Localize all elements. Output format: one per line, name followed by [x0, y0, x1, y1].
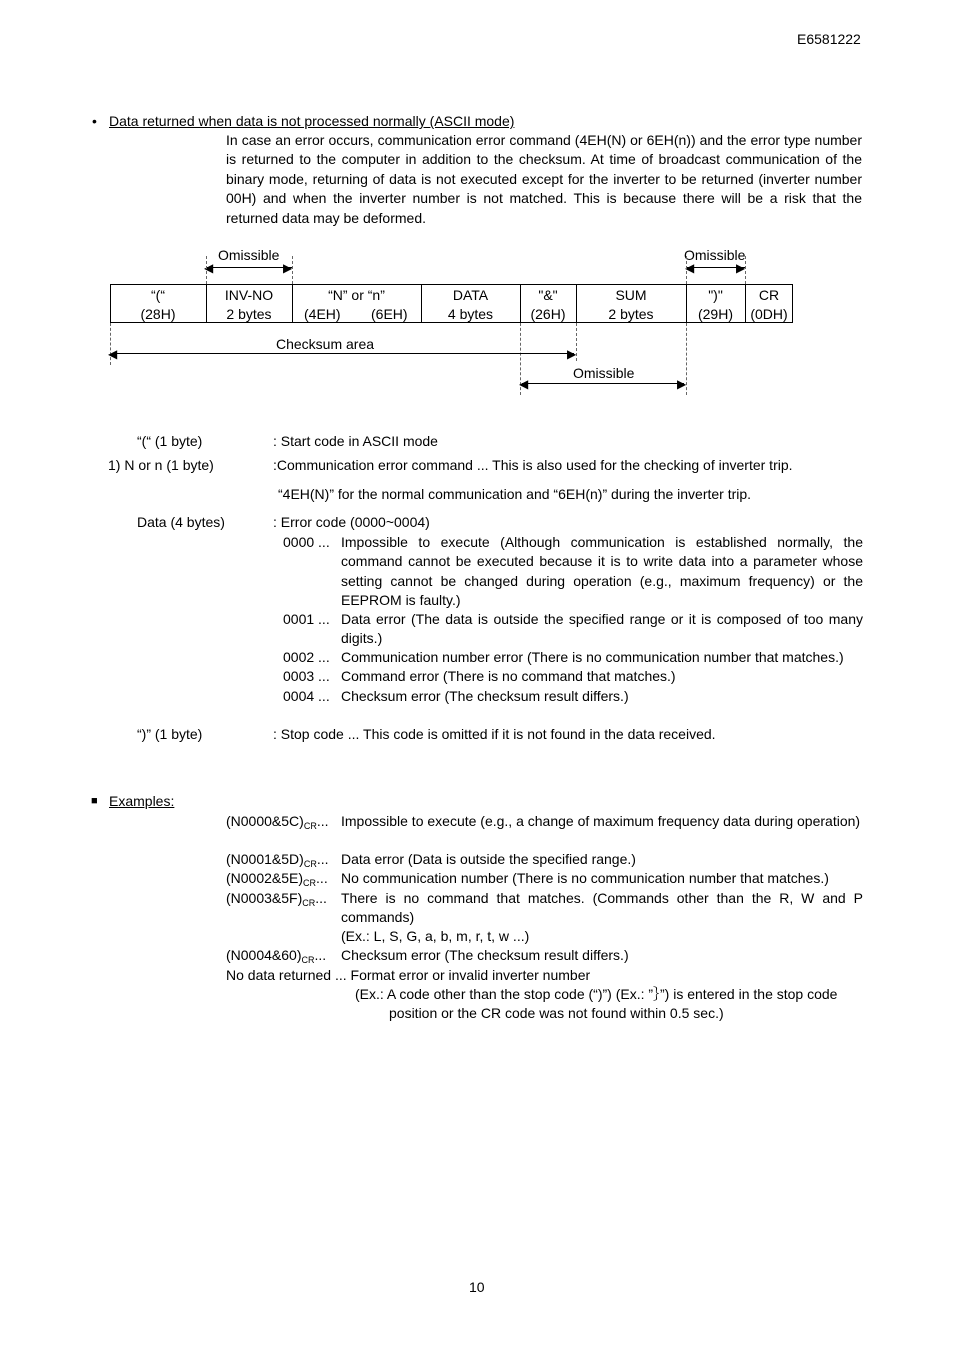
example-no-data-ex1: (Ex.: A code other than the stop code (“)”) (Ex.: ”｝”) is entered in the stop code	[355, 986, 838, 1002]
omissible-arrow-sum	[522, 383, 684, 384]
example-text-0004: Checksum error (The checksum result differs.)	[341, 947, 629, 963]
def-data-desc: : Error code (0000~0004)	[273, 514, 430, 530]
arrow-left-icon: ◀	[519, 377, 529, 391]
arrow-left-icon: ◀	[685, 261, 695, 275]
field-inv-no-name: INV-NO	[224, 287, 274, 303]
arrow-right-icon: ▶	[567, 347, 577, 361]
field-stop-hex: (29H)	[697, 306, 733, 322]
guide-line	[745, 256, 746, 284]
field-ampersand-name: "&"	[538, 287, 558, 303]
arrow-right-icon: ▶	[736, 261, 746, 275]
def-stop-term: “)” (1 byte)	[137, 726, 203, 742]
example-code-0002: $(N0002\&5E)_{CR}$...	[226, 870, 328, 888]
field-command-hex-lower-n: (6EH)	[371, 306, 408, 322]
field-command	[292, 286, 421, 324]
arrow-right-icon: ▶	[283, 261, 293, 275]
field-ampersand-hex: (26H)	[530, 306, 566, 322]
checksum-area-arrow	[112, 353, 574, 354]
guide-line	[686, 256, 687, 284]
page-number: 10	[469, 1279, 485, 1295]
field-stop-code	[686, 286, 745, 324]
example-code-0000: $(N0000\&5C)_{CR}$...	[226, 813, 329, 831]
error-code-0003: 0003 ...	[283, 668, 330, 684]
def-command-term: 1) N or n (1 byte)	[108, 457, 214, 473]
field-sum	[576, 286, 686, 324]
example-no-data: No data returned ... Format error or invalid inverter number	[226, 967, 591, 983]
document-number: E6581222	[797, 31, 861, 47]
omissible-label-sum: Omissible	[573, 365, 635, 381]
example-extra-0003: (Ex.: L, S, G, a, b, m, r, t, w ...)	[341, 928, 530, 944]
arrow-right-icon: ▶	[677, 377, 687, 391]
field-inv-no	[206, 286, 292, 324]
error-text-0002: Communication number error (There is no communication number that matches.)	[341, 649, 844, 665]
field-sum-name: SUM	[615, 287, 647, 303]
section-title: Data returned when data is not processed normally (ASCII mode)	[109, 113, 515, 129]
field-cr-hex: (0DH)	[750, 306, 788, 322]
field-data-size: 4 bytes	[447, 306, 494, 322]
example-text-0002: No communication number (There is no communication number that matches.)	[341, 870, 829, 886]
field-start-hex: (28H)	[140, 306, 176, 322]
omissible-label-stop: Omissible	[684, 247, 746, 263]
arrow-left-icon: ◀	[204, 261, 214, 275]
square-bullet-icon: ■	[91, 795, 98, 807]
def-start-term: “(“ (1 byte)	[137, 433, 203, 449]
def-data-term: Data (4 bytes)	[137, 514, 225, 530]
intro-paragraph: In case an error occurs, communication error command (4EH(N) or 6EH(n)) and the error type number is returned to the computer in addition to the checksum. At time of broadcast communication of the binary mode, returning of data is not executed except for the inverter to be returned (inverter number 00H) and when the inverter number is not matched. This is because there will be a risk that the returned data may be deformed.	[226, 132, 862, 226]
def-stop-desc: : Stop code ... This code is omitted if it is not found in the data received.	[273, 726, 716, 742]
example-text-0000: Impossible to execute (e.g., a change of maximum frequency data during operation)	[341, 813, 861, 829]
field-data-name: DATA	[452, 287, 489, 303]
error-text-0004: Checksum error (The checksum result differs.)	[341, 688, 629, 704]
error-code-0002: 0002 ...	[283, 649, 330, 665]
field-sum-size: 2 bytes	[608, 306, 654, 322]
error-code-0000: 0000 ...	[283, 534, 330, 550]
field-command-name: “N” or “n”	[328, 287, 385, 303]
field-stop-name: ")"	[708, 287, 723, 303]
checksum-area-label: Checksum area	[276, 336, 375, 352]
example-text-0001: Data error (Data is outside the specified range.)	[341, 851, 636, 867]
def-command-desc2: “4EH(N)” for the normal communication and “6EH(n)” during the inverter trip.	[278, 486, 752, 502]
field-inv-no-size: 2 bytes	[226, 306, 272, 322]
field-data	[421, 286, 520, 324]
def-command-desc: :Communication error command ... This is also used for the checking of inverter trip.	[273, 457, 793, 473]
error-text-0001: Data error (The data is outside the specified range or it is composed of too many digits.)	[341, 611, 863, 647]
error-code-0004: 0004 ...	[283, 688, 330, 704]
field-command-hex-n: (4EH)	[304, 306, 341, 322]
omissible-label-inv-no: Omissible	[218, 247, 280, 263]
examples-title: Examples:	[109, 793, 175, 809]
def-start-desc: : Start code in ASCII mode	[273, 433, 438, 449]
guide-line	[292, 256, 293, 284]
example-code-0004: $(N0004\&60)_{CR}$...	[226, 947, 327, 965]
field-start-name: “(“	[151, 287, 165, 303]
example-code-0003: $(N0003\&5F)_{CR}$...	[226, 890, 327, 908]
error-text-0000: Impossible to execute (Although communication is established normally, the command cannot be executed because it is to write data into a parameter whose setting cannot be changed during operation (e.g., maximum frequency) or the EEPROM is faulty.)	[341, 534, 863, 609]
error-text-0003: Command error (There is no command that matches.)	[341, 668, 676, 684]
field-ampersand	[520, 286, 576, 324]
arrow-left-icon: ◀	[108, 347, 118, 361]
field-cr-name: CR	[758, 287, 780, 303]
guide-line	[206, 256, 207, 284]
error-code-0001: 0001 ...	[283, 611, 330, 627]
bullet-icon: •	[92, 113, 97, 129]
omissible-arrow-inv-no	[206, 267, 292, 268]
field-start-code	[110, 286, 206, 324]
example-code-0001: $(N0001\&5D)_{CR}$...	[226, 851, 329, 869]
example-no-data-ex2: position or the CR code was not found within 0.5 sec.)	[389, 1005, 724, 1021]
field-cr	[745, 286, 793, 324]
example-text-0003: There is no command that matches. (Commands other than the R, W and P commands)	[341, 890, 863, 926]
